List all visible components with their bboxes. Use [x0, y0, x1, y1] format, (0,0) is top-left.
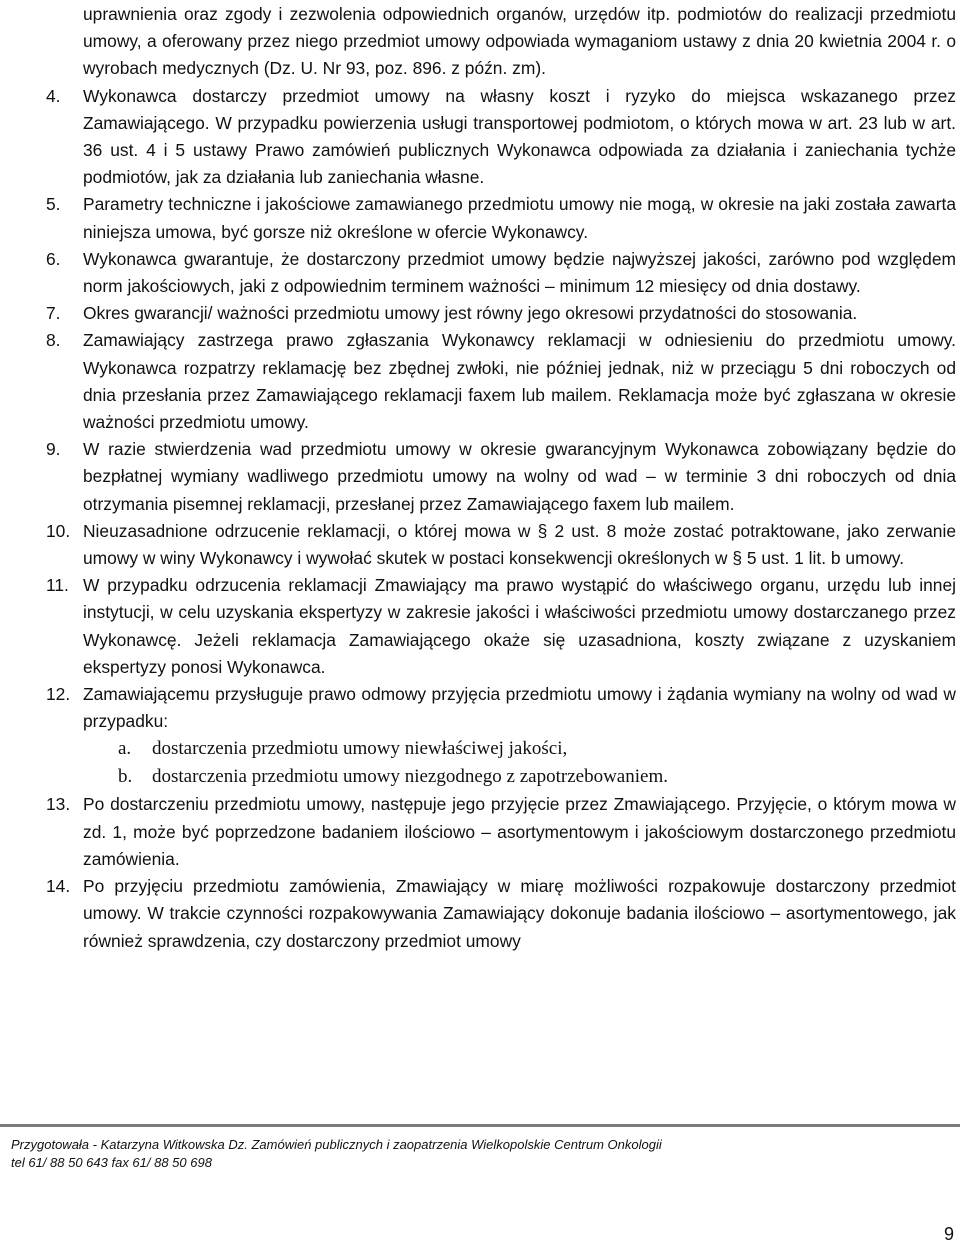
list-item-10 [46, 518, 956, 572]
page-footer [11, 1136, 662, 1172]
item-text: Wykonawca gwarantuje, że dostarczony przedmiot umowy będzie najwyższej jakości, zarówno pod względem norm jakościowych, jaki z odpowiednim terminem ważności – minimum 12 miesięcy od dnia dostawy. [83, 248, 956, 297]
list-item-4 [46, 83, 956, 192]
list-item-7 [46, 300, 956, 327]
sub-item-a [118, 735, 956, 763]
item-text: Po przyjęciu przedmiotu zamówienia, Zmawiający w miarę możliwości rozpakowuje dostarczony przedmiot umowy. W trakcie czynności rozpakowywania Zamawiający dokonuje badania ilościowo – asortymentowego, jak również sprawdzenia, czy dostarczony przedmiot umowy [83, 876, 956, 951]
item-text: Okres gwarancji/ ważności przedmiotu umowy jest równy jego okresowi przydatności do stosowania. [83, 303, 858, 324]
item-text: W razie stwierdzenia wad przedmiotu umowy w okresie gwarancyjnym Wykonawca zobowiązany będzie do bezpłatnej wymiany wadliwego przedmiotu umowy na wolny od wad – w terminie 3 dni roboczych od dnia otrzymania pisemnej reklamacji, przesłanej przez Zamawiającego faxem lub mailem. [83, 439, 956, 514]
sub-item-text: dostarczenia przedmiotu umowy niewłaściwej jakości, [152, 738, 568, 760]
item-number: 10. [46, 520, 71, 541]
footer-contact-line: tel 61/ 88 50 643 fax 61/ 88 50 698 [11, 1155, 212, 1170]
list-item-9 [46, 436, 956, 518]
page-number: 9 [943, 1224, 954, 1244]
footer-divider [0, 1124, 960, 1127]
item-number: 7. [46, 303, 61, 324]
item-text: Zamawiającemu przysługuje prawo odmowy przyjęcia przedmiotu umowy i żądania wymiany na wolny od wad w przypadku: [83, 684, 956, 732]
item-number: 5. [46, 194, 61, 215]
continuation-text: uprawnienia oraz zgody i zezwolenia odpowiednich organów, urzędów itp. podmiotów do realizacji przedmiotu umowy, a oferowany przez niego przedmiot umowy odpowiada wymaganiom ustawy z dnia 20 kwietnia 2004 r. o wyrobach medycznych (Dz. U. Nr 93, poz. 896. z późn. zm). [83, 4, 956, 79]
item-number: 12. [46, 684, 71, 705]
item-text: Wykonawca dostarczy przedmiot umowy na własny koszt i ryzyko do miejsca wskazanego przez Zamawiającego. W przypadku powierzenia usługi transportowej podmiotom, o których mowa w art. 23 lub w art. 36 ust. 4 i 5 ustawy Prawo zamówień publicznych Wykonawca odpowiada za działania i zaniechania tychże podmiotów, jak za działania lub zaniechania własne. [83, 85, 956, 188]
sub-item-letter: b. [118, 766, 133, 788]
item-number: 14. [46, 876, 71, 897]
list-item-11 [46, 572, 956, 681]
sub-item-b [118, 763, 956, 791]
item-number: 4. [46, 85, 61, 106]
item-text: Po dostarczeniu przedmiotu umowy, następuje jego przyjęcie przez Zmawiającego. Przyjęcie, o którym mowa w zd. 1, może być poprzedzone badaniem ilościowo – asortymentowym i jakościowym dostarczonego przedmiotu zamówienia. [83, 794, 956, 869]
list-item-14 [46, 873, 956, 955]
list-item-5 [46, 191, 956, 245]
item-text: Parametry techniczne i jakościowe zamawianego przedmiotu umowy nie mogą, w okresie na jaki została zawarta niniejsza umowa, być gorsze niż określone w ofercie Wykonawcy. [83, 194, 956, 242]
sub-item-text: dostarczenia przedmiotu umowy niezgodnego z zapotrzebowaniem. [152, 766, 668, 788]
list-item-8 [46, 327, 956, 436]
item-number: 6. [46, 248, 61, 269]
list-item-12 [46, 681, 956, 735]
item-text: W przypadku odrzucenia reklamacji Zmawiający ma prawo wystąpić do właściwego organu, urzędu lub innej instytucji, w celu uzyskania ekspertyzy w zakresie jakości i właściwości przedmiotu umowy dostarczanego przez Wykonawcę. Jeżeli reklamacja Zamawiającego okaże się uzasadniona, koszty związane z uzyskaniem ekspertyzy ponosi Wykonawca. [83, 575, 956, 677]
item-text: Nieuzasadnione odrzucenie reklamacji, o której mowa w § 2 ust. 8 może zostać potraktowane, jako zerwanie umowy w winy Wykonawcy i wywołać skutek w postaci konsekwencji określonych w § 5 ust. 1 lit. b umowy. [83, 520, 956, 569]
item-number: 13. [46, 794, 71, 815]
item-number: 11. [46, 575, 69, 596]
list-item-6 [46, 246, 956, 300]
item-text: Zamawiający zastrzega prawo zgłaszania Wykonawcy reklamacji w odniesieniu do przedmiotu umowy. Wykonawca rozpatrzy reklamację bez zbędnej zwłoki, nie później jednak, niż w przeciągu 5 dni roboczych od dnia przesłania przez Zamawiającego reklamacji faxem lub mailem. Reklamacja może być zgłaszana w okresie ważności przedmiotu umowy. [83, 330, 956, 433]
footer-author-line: Przygotowała - Katarzyna Witkowska Dz. Zamówień publicznych i zaopatrzenia Wielkopolskie Centrum Onkologii [11, 1137, 662, 1152]
list-item-13 [46, 791, 956, 873]
item-number: 8. [46, 330, 61, 351]
sub-item-letter: a. [118, 738, 132, 760]
document-body [46, 0, 956, 955]
continuation-paragraph [83, 0, 956, 83]
item-number: 9. [46, 439, 61, 460]
